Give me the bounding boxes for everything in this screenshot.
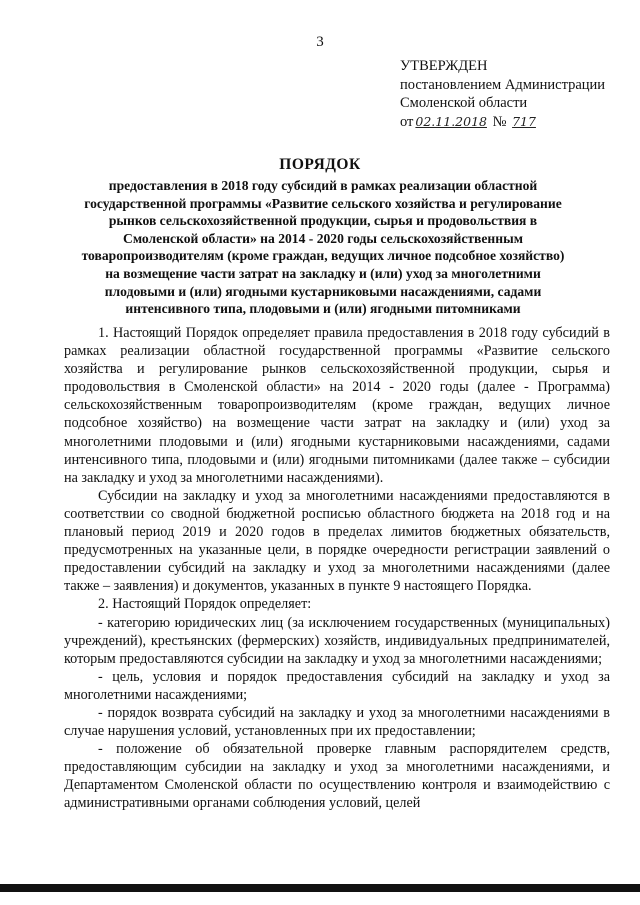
scan-bottom-edge [0, 884, 640, 892]
subtitle-line: рынков сельскохозяйственной продукции, сырья и продовольствия в [108, 213, 538, 229]
approval-date-line [400, 113, 630, 132]
list-item-refund: - порядок возврата субсидий на закладку и уход за многолетними насаждениями в случае нарушения условий, установленных при их предоставлении; [64, 704, 610, 740]
list-item-category: - категорию юридических лиц (за исключением государственных (муниципальных) учреждений), крестьянских (фермерских) хозяйств, индивидуальных предпринимателей, которым предоставляются субсидии на закладку и уход за многолетними насаждениями; [64, 614, 610, 667]
list-item-purpose: - цель, условия и порядок предоставления субсидий на закладку и уход за многолетними насаждениями; [64, 668, 610, 703]
document-subtitle [66, 177, 580, 318]
document-title: ПОРЯДОК [279, 156, 361, 173]
approved-label: УТВЕРЖДЕН [400, 58, 488, 74]
approval-line-1: постановлением Администрации [400, 76, 606, 93]
handwritten-date: 02.11.2018 [415, 113, 487, 129]
subtitle-line: государственной программы «Развитие сельского хозяйства и регулирование [84, 195, 562, 211]
subtitle-line: интенсивного типа, плодовыми и (или) ягодными питомниками [125, 301, 521, 317]
number-sign: № [492, 113, 507, 130]
page-number: 3 [316, 34, 324, 50]
date-prefix: от [400, 113, 414, 130]
document-body [64, 324, 610, 813]
subtitle-line: Смоленской области» на 2014 - 2020 годы сельскохозяйственным [123, 230, 523, 246]
paragraph-subsidies: Субсидии на закладку и уход за многолетними насаждениями предоставляются в соответствии со сводной бюджетной росписью областного бюджета на 2018 год и на плановый период 2019 и 2020 годов в пределах лимитов бюджетных обязательств, предусмотренных на указанные цели, в порядке очередности регистрации заявлений о предоставлении субсидий на закладку и уход за многолетними насаждениями (далее также – заявления) и документов, указанных в пункте 9 настоящего Порядка. [64, 487, 610, 595]
approval-line-2: Смоленской области [400, 95, 528, 112]
subtitle-line: на возмещение части затрат на закладку и (или) уход за многолетними [105, 265, 541, 281]
paragraph-1: 1. Настоящий Порядок определяет правила предоставления в 2018 году субсидий в рамках реализации областной государственной программы «Развитие сельского хозяйства и регулирование рынков сельскохозяйственной продукции, сырья и продовольствия в Смоленской области» на 2014 - 2020 годы (далее - Программа) сельскохозяйственным товаропроизводителям (кроме граждан, ведущих личное подсобное хозяйство) на возмещение части затрат на закладку и (или) уход за многолетними плодовыми и (или) ягодными кустарниковыми насаждениями, садами интенсивного типа, плодовыми и (или) ягодными питомниками (далее также – субсидии на закладку и уход за многолетними насаждениями). [64, 325, 610, 486]
subtitle-line: предоставления в 2018 году субсидий в рамках реализации областной [108, 178, 538, 193]
approval-stamp [400, 57, 630, 131]
paragraph-2: 2. Настоящий Порядок определяет: [98, 596, 312, 613]
subtitle-line: плодовыми и (или) ягодными кустарниковыми насаждениями, садами [104, 283, 542, 299]
subtitle-line: товаропроизводителям (кроме граждан, ведущих личное подсобное хозяйство) [81, 248, 565, 264]
handwritten-number: 717 [512, 113, 536, 129]
list-item-verification: - положение об обязательной проверке главным распорядителем средств, предоставляющим субсидии на закладку и уход за многолетними насаждениями, и Департаментом Смоленской области по осуществлению контроля и взаимодействию с административными органами соблюдения условий, целей [64, 741, 610, 812]
